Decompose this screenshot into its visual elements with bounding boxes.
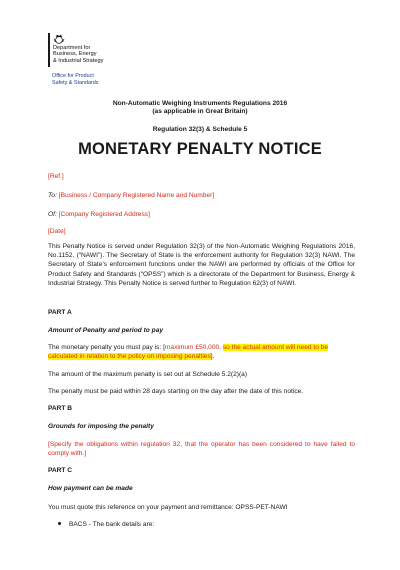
of-line xyxy=(48,210,355,219)
bacs-bullet xyxy=(58,520,154,529)
regulation-reference: Regulation 32(3) & Schedule 5 xyxy=(152,126,248,133)
of-value: [Company Registered Address] xyxy=(58,211,150,218)
office-line-2: Safety & Standards xyxy=(52,79,99,86)
department-line-3: & Industrial Strategy xyxy=(53,57,104,64)
logo-rule xyxy=(48,33,50,67)
office-line-1: Office for Product xyxy=(52,73,94,79)
intro-paragraph: This Penalty Notice is served under Regulation 32(3) of the Non-Automatic Weighing Regulations 2016, No.1152, (“NAWI”). The Secretary of State is the enforcement authority for Regulation 32(3) NAWI. The Secretary of State’s enforcement functions under the NAWI are performed by officials of the Office for Product Safety and Standards (“OPSS”) which is a directorate of the Department for Business, Energy & Industrial Strategy. This Penalty Notice is served further to Regulation 62(3) of NAWI. xyxy=(48,243,355,287)
department-line-2: Business, Energy xyxy=(53,51,97,58)
part-b-heading: PART B xyxy=(48,405,73,412)
to-label: To: xyxy=(48,192,57,199)
department-name xyxy=(53,45,103,64)
to-line xyxy=(48,191,355,200)
bacs-text: BACS - The bank details are: xyxy=(69,521,155,528)
amount-highlight: so the actual amount will need to be calculated in relation to the policy on imposing penalties xyxy=(48,344,329,361)
of-label: Of: xyxy=(48,211,57,218)
department-line-1: Department for xyxy=(53,45,91,51)
grounds-text: [Specify the obligations within regulation 32, that the operator has been considered to have failed to comply with.] xyxy=(48,441,355,458)
payment-reference-text: You must quote this reference on your payment and remittance: OPSS-PET-NAWI xyxy=(48,504,288,511)
part-b-subheading: Grounds for imposing the penalty xyxy=(48,423,154,430)
date-field: [Date] xyxy=(48,228,66,235)
bullet-icon xyxy=(58,522,61,525)
office-name xyxy=(52,73,98,86)
amount-suffix: ]. xyxy=(210,353,215,361)
penalty-amount-paragraph xyxy=(48,343,355,361)
amount-value: maximum £50,000, xyxy=(164,344,221,351)
amount-prefix: The monetary penalty you must pay is: [ xyxy=(48,344,165,351)
part-a-heading: PART A xyxy=(48,309,72,316)
ref-field: [Ref.] xyxy=(48,173,64,180)
payment-period-text: The penalty must be paid within 28 days starting on the day after the date of this notice. xyxy=(48,388,304,395)
regulation-title xyxy=(40,100,360,116)
part-c-subheading: How payment can be made xyxy=(48,485,133,492)
regulation-scope: (as applicable in Great Britain) xyxy=(152,108,248,115)
part-a-subheading: Amount of Penalty and period to pay xyxy=(48,327,164,334)
maximum-penalty-text: The amount of the maximum penalty is set out at Schedule 5.2(2)(a) xyxy=(48,371,248,378)
to-value: [Business / Company Registered Name and Number] xyxy=(58,192,215,199)
regulation-name: Non-Automatic Weighing Instruments Regulations 2016 xyxy=(112,100,288,107)
notice-title: MONETARY PENALTY NOTICE xyxy=(78,140,322,158)
royal-crest-icon xyxy=(53,33,65,45)
part-c-heading: PART C xyxy=(48,467,73,474)
